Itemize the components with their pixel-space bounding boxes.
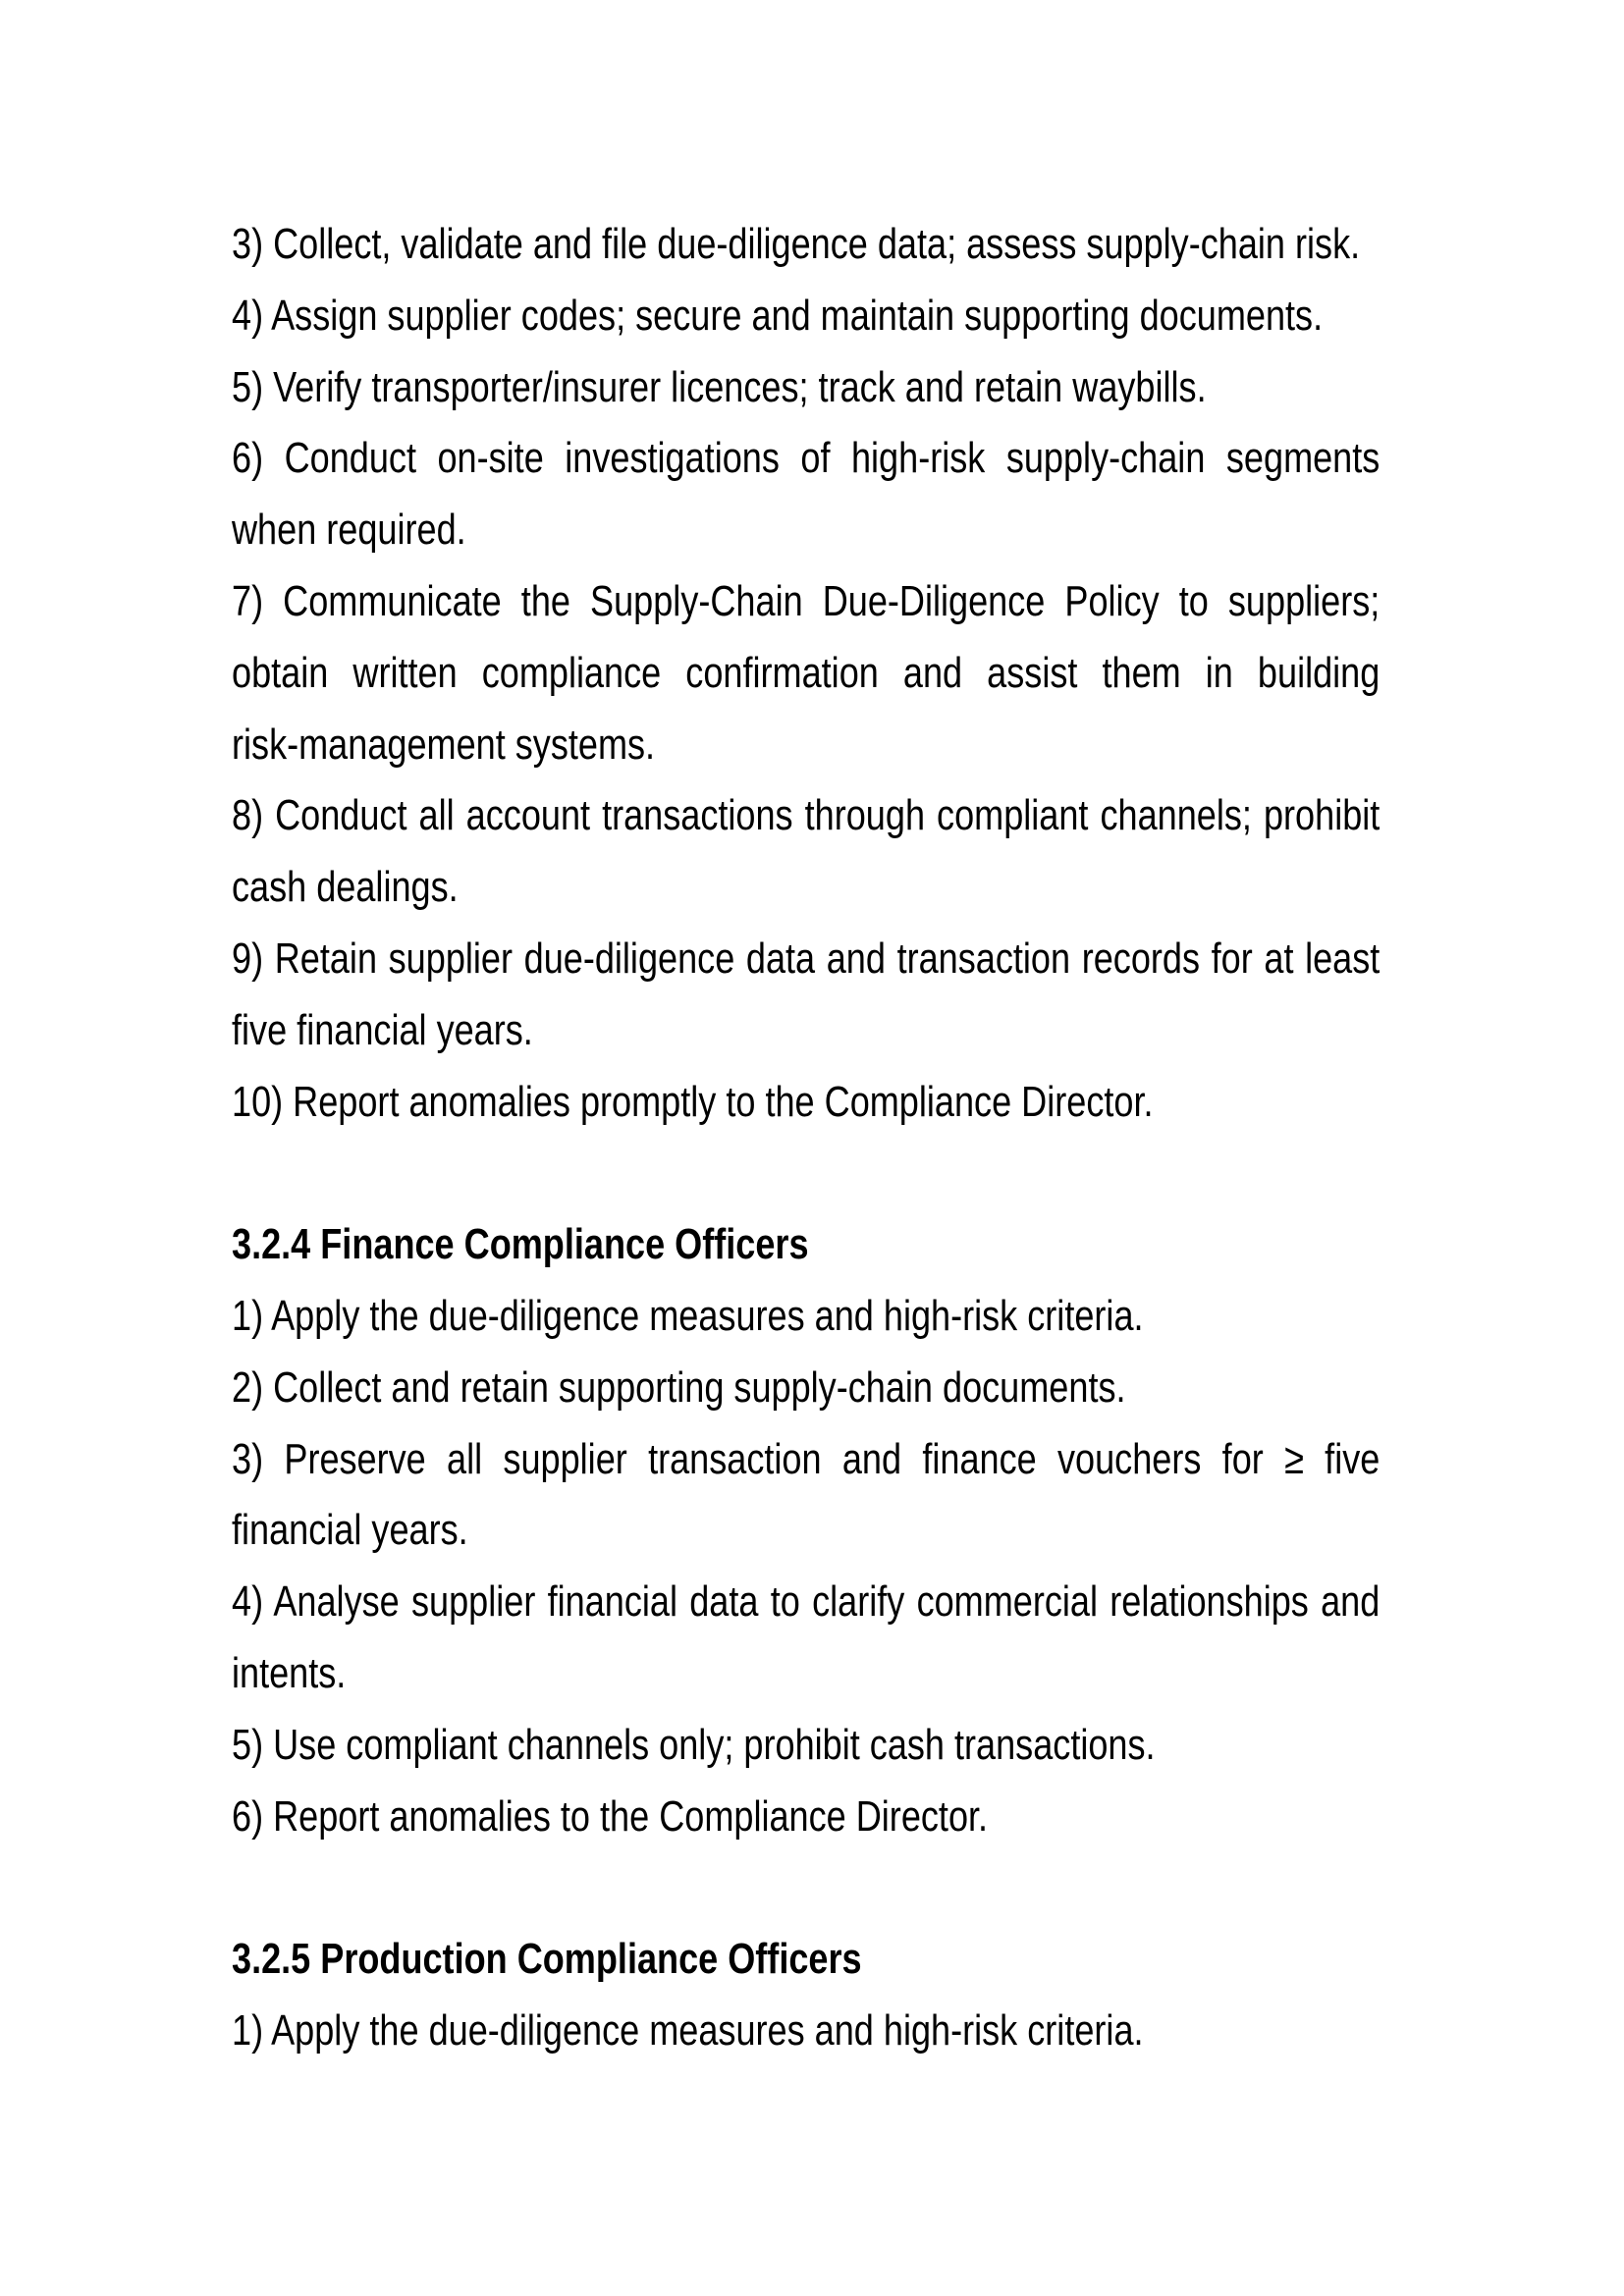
policy-item [232, 209, 1380, 281]
policy-line: 2) Collect and retain supporting supply-chain documents. [232, 1362, 1126, 1412]
policy-line: obtain written compliance confirmation and assist them in building [232, 648, 1380, 697]
policy-item [232, 423, 1380, 566]
policy-line: 7) Communicate the Supply-Chain Due-Diligence Policy to suppliers; [232, 576, 1380, 625]
policy-item [232, 281, 1380, 352]
policy-line: 10) Report anomalies promptly to the Compliance Director. [232, 1077, 1154, 1126]
policy-line: financial years. [232, 1506, 468, 1555]
policy-item [232, 924, 1380, 1067]
policy-line: 1) Apply the due-diligence measures and high-risk criteria. [232, 1291, 1144, 1340]
policy-line: cash dealings. [232, 863, 459, 912]
policy-line: 3) Preserve all supplier transaction and finance vouchers for ≥ five [232, 1434, 1380, 1483]
policy-line: 3) Collect, validate and file due-diligence data; assess supply-chain risk. [232, 220, 1361, 268]
policy-line: 4) Analyse supplier financial data to clarify commercial relationships and [232, 1577, 1380, 1627]
policy-item [232, 1567, 1380, 1710]
policy-item [232, 1996, 1380, 2067]
policy-item [232, 1281, 1380, 1353]
policy-line: five financial years. [232, 1005, 533, 1054]
policy-item [232, 566, 1380, 780]
policy-line: 5) Use compliant channels only; prohibit cash transactions. [232, 1720, 1156, 1769]
policy-item [232, 1353, 1380, 1424]
policy-line: 6) Conduct on-site investigations of high-risk supply-chain segments [232, 434, 1380, 483]
policy-line: intents. [232, 1648, 347, 1697]
policy-item [232, 352, 1380, 424]
policy-line: 5) Verify transporter/insurer licences; track and retain waybills. [232, 362, 1207, 411]
section-heading: 3.2.4 Finance Compliance Officers [232, 1220, 809, 1269]
policy-line: 4) Assign supplier codes; secure and maintain supporting documents. [232, 291, 1324, 340]
policy-item [232, 1782, 1380, 1853]
policy-item [232, 780, 1380, 924]
policy-line: 8) Conduct all account transactions through compliant channels; prohibit [232, 791, 1380, 840]
section-heading: 3.2.5 Production Compliance Officers [232, 1935, 862, 1984]
document-content [232, 209, 1380, 2067]
policy-item [232, 1067, 1380, 1139]
policy-line: 1) Apply the due-diligence measures and high-risk criteria. [232, 2005, 1144, 2055]
policy-line: 6) Report anomalies to the Compliance Director. [232, 1791, 989, 1841]
policy-item [232, 1424, 1380, 1568]
policy-item [232, 1710, 1380, 1782]
policy-line: when required. [232, 506, 466, 555]
policy-line: risk-management systems. [232, 720, 656, 769]
policy-line: 9) Retain supplier due-diligence data and transaction records for at least [232, 934, 1380, 983]
